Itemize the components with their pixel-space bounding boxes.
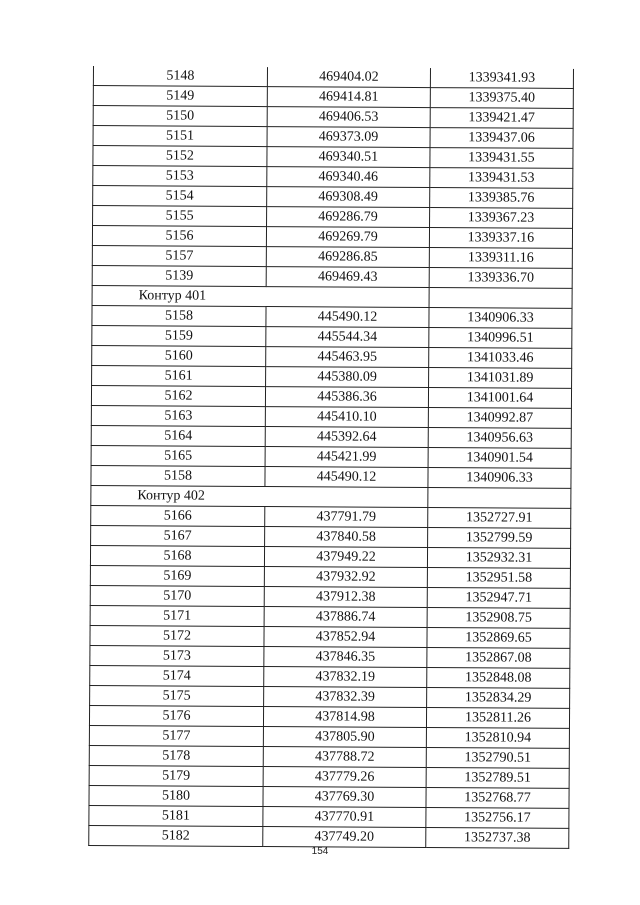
y-coordinate-cell: 1339336.70 [429, 268, 572, 289]
y-coordinate-cell: 1352908.75 [427, 608, 570, 629]
y-coordinate-cell: 1339375.40 [430, 88, 573, 109]
point-number-cell: 5158 [91, 465, 265, 486]
point-number-cell: 5164 [91, 425, 265, 446]
coordinates-table [88, 66, 574, 849]
y-coordinate-cell: 1340992.87 [428, 408, 571, 429]
coordinates-table-body [89, 66, 574, 848]
point-number-cell: 5175 [90, 685, 264, 706]
x-coordinate-cell: 437832.39 [264, 687, 427, 708]
x-coordinate-cell: 469340.46 [267, 167, 430, 188]
x-coordinate-cell: 437852.94 [264, 627, 427, 648]
point-number-cell: 5165 [91, 445, 265, 466]
point-number-cell: 5178 [89, 745, 263, 766]
y-coordinate-cell: 1339421.47 [430, 108, 573, 129]
x-coordinate-cell: 437840.58 [265, 527, 428, 548]
x-coordinate-cell: 437912.38 [264, 587, 427, 608]
y-coordinate-cell: 1352756.17 [426, 808, 569, 829]
x-coordinate-cell: 445386.36 [265, 387, 428, 408]
point-number-cell: 5150 [93, 106, 267, 127]
point-number-cell: 5139 [92, 265, 266, 286]
y-coordinate-cell: 1352790.51 [426, 748, 569, 769]
point-number-cell: 5158 [92, 305, 266, 326]
y-coordinate-cell: 1341033.46 [429, 348, 572, 369]
point-number-cell: 5179 [89, 765, 263, 786]
x-coordinate-cell: 445421.99 [265, 447, 428, 468]
y-coordinate-cell: 1352932.31 [427, 548, 570, 569]
x-coordinate-cell: 437779.26 [263, 767, 426, 788]
point-number-cell: 5167 [91, 525, 265, 546]
y-coordinate-cell: 1352768.77 [426, 788, 569, 809]
y-coordinate-cell: 1339337.16 [429, 228, 572, 249]
point-number-cell: 5169 [90, 565, 264, 586]
point-number-cell: 5153 [93, 166, 267, 187]
x-coordinate-cell: 445490.12 [265, 467, 428, 488]
point-number-cell: 5154 [93, 186, 267, 207]
y-coordinate-cell: 1341031.89 [429, 368, 572, 389]
x-coordinate-cell: 437791.79 [265, 507, 428, 528]
x-coordinate-cell: 469404.02 [267, 67, 430, 87]
point-number-cell: 5149 [93, 86, 267, 107]
y-coordinate-cell: 1339431.53 [430, 168, 573, 189]
x-coordinate-cell: 445380.09 [266, 367, 429, 388]
x-coordinate-cell: 469286.79 [267, 207, 430, 228]
y-coordinate-cell: 1352869.65 [427, 628, 570, 649]
x-coordinate-cell: 437886.74 [264, 607, 427, 628]
point-number-cell: 5160 [92, 345, 266, 366]
point-number-cell: 5176 [89, 705, 263, 726]
y-coordinate-cell: 1352951.58 [427, 568, 570, 589]
contour-label: Контур 401 [92, 285, 429, 307]
x-coordinate-cell: 469269.79 [266, 227, 429, 248]
y-coordinate-cell: 1352848.08 [427, 668, 570, 689]
point-number-cell: 5174 [90, 665, 264, 686]
point-number-cell: 5152 [93, 146, 267, 167]
x-coordinate-cell: 437932.92 [264, 567, 427, 588]
x-coordinate-cell: 469308.49 [267, 187, 430, 208]
y-coordinate-cell: 1352727.91 [428, 508, 571, 529]
point-number-cell: 5157 [92, 245, 266, 266]
point-number-cell: 5173 [90, 645, 264, 666]
x-coordinate-cell: 437769.30 [263, 787, 426, 808]
y-coordinate-cell: 1340901.54 [428, 448, 571, 469]
contour-header-row [92, 285, 572, 308]
y-coordinate-cell: 1341001.64 [428, 388, 571, 409]
point-number-cell: 5172 [90, 625, 264, 646]
x-coordinate-cell: 437832.19 [264, 667, 427, 688]
point-number-cell: 5171 [90, 605, 264, 626]
x-coordinate-cell: 469286.85 [266, 247, 429, 268]
x-coordinate-cell: 437788.72 [263, 747, 426, 768]
x-coordinate-cell: 469373.09 [267, 127, 430, 148]
x-coordinate-cell: 445544.34 [266, 327, 429, 348]
point-number-cell: 5168 [90, 545, 264, 566]
y-coordinate-cell: 1352799.59 [428, 528, 571, 549]
y-coordinate-cell: 1340956.63 [428, 428, 571, 449]
point-number-cell: 5182 [89, 825, 263, 846]
y-coordinate-cell: 1352737.38 [426, 828, 569, 849]
y-coordinate-cell: 1352811.26 [426, 708, 569, 729]
point-number-cell: 5159 [92, 325, 266, 346]
point-number-cell: 5148 [93, 66, 267, 87]
point-number-cell: 5163 [91, 405, 265, 426]
x-coordinate-cell: 469469.43 [266, 267, 429, 288]
x-coordinate-cell: 469340.51 [267, 147, 430, 168]
point-number-cell: 5155 [93, 206, 267, 227]
point-number-cell: 5180 [89, 785, 263, 806]
y-coordinate-cell: 1352810.94 [426, 728, 569, 749]
point-number-cell: 5170 [90, 585, 264, 606]
x-coordinate-cell: 445463.95 [266, 347, 429, 368]
x-coordinate-cell: 437949.22 [264, 547, 427, 568]
empty-cell [428, 488, 571, 509]
point-number-cell: 5181 [89, 805, 263, 826]
x-coordinate-cell: 445392.64 [265, 427, 428, 448]
x-coordinate-cell: 445490.12 [266, 307, 429, 328]
y-coordinate-cell: 1339431.55 [430, 148, 573, 169]
y-coordinate-cell: 1340906.33 [429, 308, 572, 329]
y-coordinate-cell: 1339385.76 [430, 188, 573, 209]
x-coordinate-cell: 469406.53 [267, 107, 430, 128]
x-coordinate-cell: 437749.20 [263, 827, 426, 848]
y-coordinate-cell: 1352789.51 [426, 768, 569, 789]
y-coordinate-cell: 1339311.16 [429, 248, 572, 269]
contour-header-row [91, 485, 571, 508]
x-coordinate-cell: 437846.35 [264, 647, 427, 668]
x-coordinate-cell: 437770.91 [263, 807, 426, 828]
y-coordinate-cell: 1339367.23 [430, 208, 573, 229]
x-coordinate-cell: 445410.10 [265, 407, 428, 428]
y-coordinate-cell: 1340996.51 [429, 328, 572, 349]
point-number-cell: 5166 [91, 505, 265, 526]
point-number-cell: 5162 [91, 385, 265, 406]
y-coordinate-cell: 1352867.08 [427, 648, 570, 669]
point-number-cell: 5151 [93, 126, 267, 147]
x-coordinate-cell: 437805.90 [263, 727, 426, 748]
page-number: 154 [311, 846, 329, 857]
y-coordinate-cell: 1352834.29 [427, 688, 570, 709]
empty-cell [429, 288, 572, 309]
y-coordinate-cell: 1352947.71 [427, 588, 570, 609]
y-coordinate-cell: 1339341.93 [430, 68, 573, 88]
x-coordinate-cell: 437814.98 [263, 707, 426, 728]
point-number-cell: 5161 [92, 365, 266, 386]
point-number-cell: 5156 [92, 226, 266, 247]
point-number-cell: 5177 [89, 725, 263, 746]
y-coordinate-cell: 1339437.06 [430, 128, 573, 149]
table-row [89, 825, 569, 848]
y-coordinate-cell: 1340906.33 [428, 468, 571, 489]
contour-label: Контур 402 [91, 485, 428, 507]
x-coordinate-cell: 469414.81 [267, 87, 430, 108]
